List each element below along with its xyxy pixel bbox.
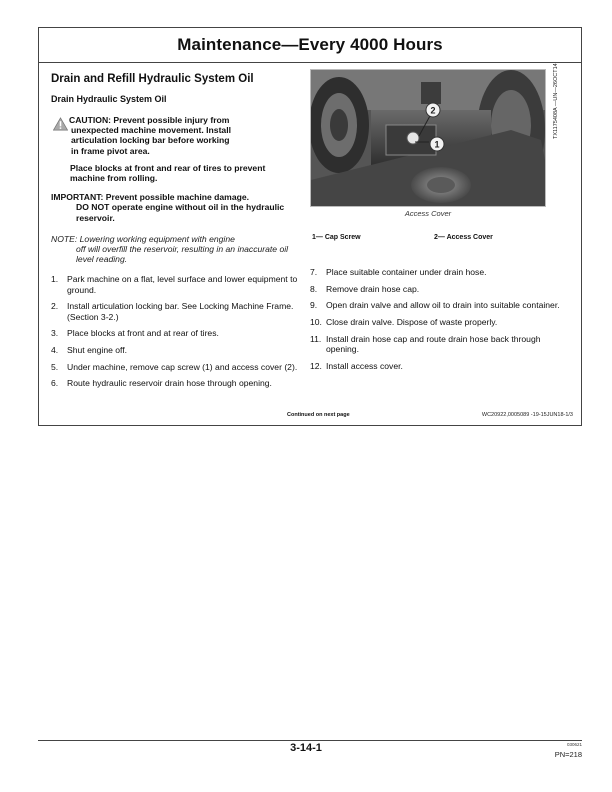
step-item: 12. Install access cover.: [310, 360, 403, 371]
document-reference: WC20922,0005089 -19-15JUN18-1/3: [481, 412, 573, 418]
caution-line-1: CAUTION: Prevent possible injury from: [69, 115, 230, 125]
step-item: 5. Under machine, remove cap screw (1) and access cover (2).: [51, 361, 298, 372]
step-item: 3. Place blocks at front and at rear of tires.: [51, 328, 219, 339]
note-block: [51, 234, 299, 265]
continued-note: Continued on next page: [287, 412, 350, 418]
note-body: off will overfill the reservoir, resulting in an inaccurate oil level reading.: [76, 244, 289, 265]
callout-1: 1: [434, 139, 440, 150]
steps-list-right: [310, 267, 574, 371]
step-item: 9. Open drain valve and allow oil to drain into suitable container.: [310, 300, 560, 311]
legend-cap-screw: 1— Cap Screw: [312, 234, 361, 241]
step-item: 6. Route hydraulic reservoir drain hose through opening.: [51, 378, 272, 389]
step-item: 2. Install articulation locking bar. See Locking Machine Frame. (Section 3-2.): [51, 301, 294, 322]
page-title: Maintenance—Every 4000 Hours: [177, 35, 443, 54]
step-item: 7. Place suitable container under drain hose.: [310, 267, 487, 277]
important-block: [51, 192, 299, 223]
important-body: DO NOT operate engine without oil in the hydraulic reservoir.: [76, 202, 285, 223]
step-item: 10. Close drain valve. Dispose of waste properly.: [310, 317, 498, 328]
steps-list-left: [51, 274, 299, 388]
footer-pn: PN=218: [554, 750, 582, 759]
content-box: [38, 63, 582, 426]
legend-access-cover: 2— Access Cover: [434, 234, 493, 241]
section-subtitle: Drain Hydraulic System Oil: [51, 94, 167, 104]
blocks-note: Place blocks at front and rear of tires to prevent machine from rolling.: [70, 162, 266, 184]
step-item: 1. Park machine on a flat, level surface and lower equipment to ground.: [51, 274, 298, 295]
right-column: [310, 63, 574, 377]
step-item: 11. Install drain hose cap and route drain hose back through opening.: [310, 333, 541, 355]
caution-block: [51, 115, 299, 156]
step-item: 8. Remove drain hose cap.: [310, 283, 420, 294]
note-lead: NOTE: Lowering working equipment with engine: [51, 233, 235, 244]
page-number: 3-14-1: [290, 742, 322, 754]
step-item: 4. Shut engine off.: [51, 344, 128, 355]
machine-underside-illustration: [311, 70, 546, 207]
access-cover-photo: [310, 69, 546, 207]
caution-line-4: in frame pivot area.: [71, 145, 150, 156]
callout-2: 2: [430, 105, 436, 116]
footer-divider: [38, 740, 582, 741]
caution-line-2: unexpected machine movement. Install: [71, 125, 231, 136]
left-column: [51, 73, 299, 395]
footer-code: 030621: [566, 742, 582, 747]
caution-line-3: articulation locking bar before working: [71, 135, 230, 146]
section-title: Drain and Refill Hydraulic System Oil: [51, 73, 254, 85]
important-lead: IMPORTANT: Prevent possible machine damage.: [51, 192, 250, 203]
figure-code: TX1175408A —UN—26OCT14: [553, 63, 559, 139]
page-title-box: [38, 27, 582, 63]
figure-caption: Access Cover: [404, 209, 452, 218]
warning-triangle-icon: [53, 117, 68, 131]
figure-legend: [310, 234, 574, 248]
